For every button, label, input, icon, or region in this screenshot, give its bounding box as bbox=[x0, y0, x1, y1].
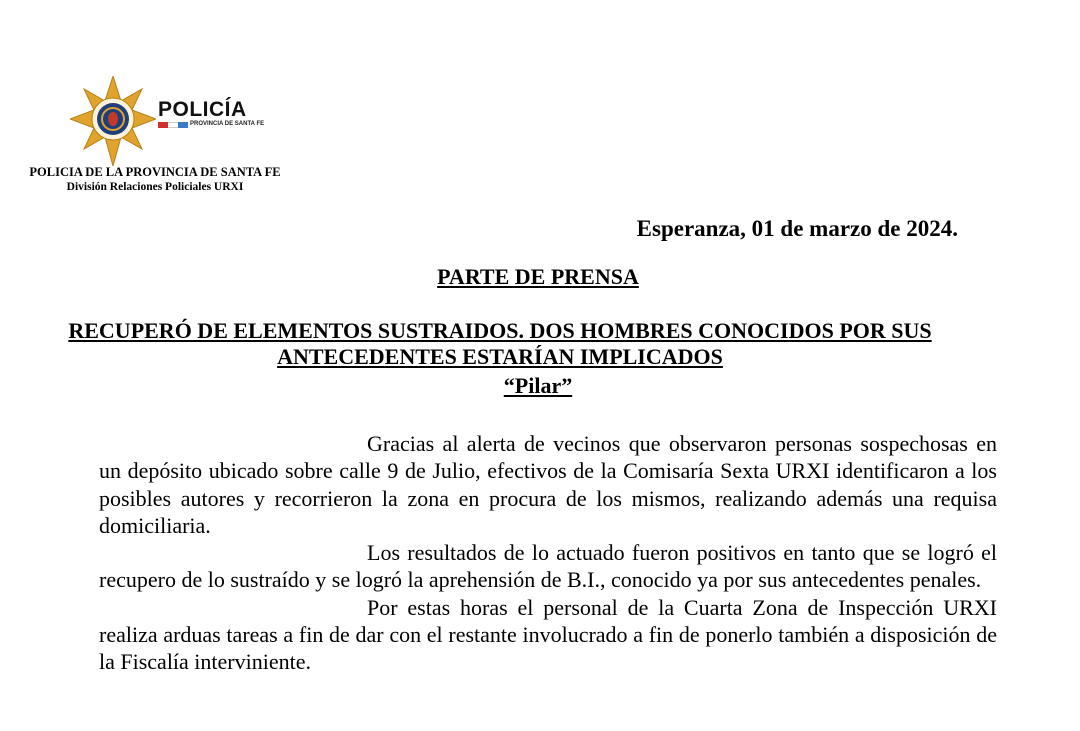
logo-flag-stripes bbox=[158, 122, 188, 128]
org-block bbox=[15, 165, 295, 195]
logo-subtitle: PROVINCIA DE SANTA FE bbox=[190, 121, 265, 127]
police-star-badge-icon bbox=[70, 76, 156, 166]
doc-type-heading: PARTE DE PRENSA bbox=[437, 264, 639, 289]
article-body bbox=[99, 430, 997, 676]
page-title: RECUPERÓ DE ELEMENTOS SUSTRAIDOS. DOS HOMBRES CONOCIDOS POR SUS ANTECEDENTES ESTARÍAN IMPLICADOS bbox=[68, 318, 932, 369]
logo-wordmark: POLICÍA bbox=[158, 98, 247, 121]
division-name: División Relaciones Policiales URXI bbox=[66, 181, 244, 193]
dateline: Esperanza, 01 de marzo de 2024. bbox=[636, 216, 958, 241]
police-logo bbox=[70, 76, 280, 166]
paragraph: Por estas horas el personal de la Cuarta Zona de Inspección URXI realiza arduas tareas a fin de dar con el restante involucrado a fin de ponerlo también a disposición de la Fiscalía interviniente. bbox=[99, 594, 997, 675]
org-name: POLICIA DE LA PROVINCIA DE SANTA FE bbox=[29, 165, 281, 179]
paragraph: Los resultados de lo actuado fueron positivos en tanto que se logró el recupero de lo sustraído y se logró la aprehensión de B.I., conocido ya por sus antecedentes penales. bbox=[99, 540, 997, 593]
operation-name: “Pilar” bbox=[503, 373, 573, 398]
paragraph: Gracias al alerta de vecinos que observaron personas sospechosas en un depósito ubicado sobre calle 9 de Julio, efectivos de la Comisaría Sexta URXI identificaron a los posibles autores y recorrieron la zona en procura de los mismos, realizando además una requisa domiciliaria. bbox=[99, 431, 997, 538]
